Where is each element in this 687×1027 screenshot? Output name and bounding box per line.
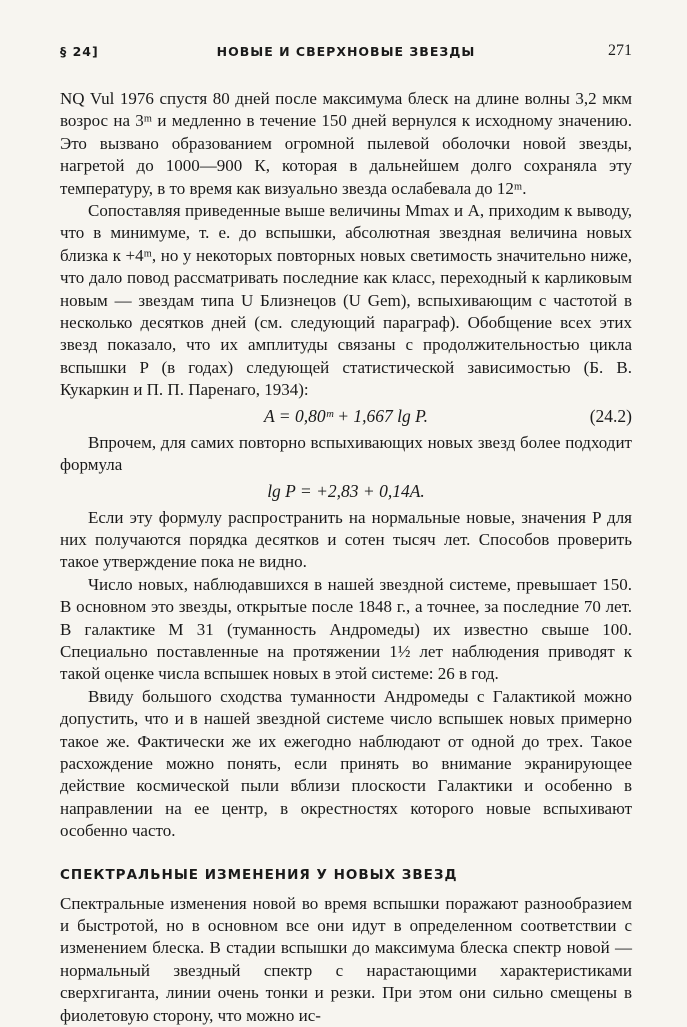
paragraph-7: Спектральные изменения новой во время вспышки поражают разнообразием и быстротой, но в основном все они идут в определенном соответствии с изменением блеска. В стадии вспышки до максимума блеска спектр новой — нормальный звездный спектр с нарастающими характеристиками сверхгиганта, линии очень тонки и резки. При этом они сильно смещены в фиолетовую сторону, что можно ис- <box>60 893 632 1025</box>
paragraph-1: NQ Vul 1976 спустя 80 дней после максимума блеск на длине волны 3,2 мкм возрос на 3ᵐ и медленно в течение 150 дней вернулся к исходному значению. Это вызвано образованием огромной пылевой оболочки новой звезды, нагретой до 1000—900 К, которая в дальнейшем долго сохраняла эту температуру, в то время как визуально звезда ослабевала до 12ᵐ. <box>60 89 632 198</box>
paragraph-2: Сопоставляя приведенные выше величины Mmax и A, приходим к выводу, что в минимуме, т. е. до вспышки, абсолютная звездная величина новых близка к +4ᵐ, но у некоторых повторных новых светимость значительно ниже, что дало повод рассматривать последние как класс, переходный к карликовым новым — звездам типа U Близнецов (U Gem), вспыхивающим с частотой в несколько десятков дней (см. следующий параграф). Обобщение всех этих звезд показало, что их амплитуды связаны с продолжительностью цикла вспышки P (в годах) следующей статистической зависимостью (Б. В. Кукаркин и П. П. Паренаго, 1934): <box>60 201 632 400</box>
section-marker: § 24] <box>60 44 99 59</box>
page-number: 271 <box>608 42 632 59</box>
formula-lgp <box>60 477 632 507</box>
section-heading: СПЕКТРАЛЬНЫЕ ИЗМЕНЕНИЯ У НОВЫХ ЗВЕЗД <box>60 866 458 883</box>
paragraph-5: Число новых, наблюдавшихся в нашей звездной системе, превышает 150. В основном это звезды, открытые после 1848 г., а точнее, за последние 70 лет. В галактике М 31 (туманность Андромеды) их известно свыше 100. Специально поставленные на протяжении 1½ лет наблюдения приводят к такой оценке числа вспышек новых в этой системе: 26 в год. <box>60 574 632 684</box>
page-body <box>60 88 632 1027</box>
formula-expression: lg P = +2,83 + 0,14A. <box>267 480 425 501</box>
equation-number: (24.2) <box>589 405 632 426</box>
formula-expression: A = 0,80ᵐ + 1,667 lg P. <box>264 405 428 426</box>
paragraph-6: Ввиду большого сходства туманности Андромеды с Галактикой можно допустить, что и в нашей звездной системе число вспышек новых примерно такое же. Фактически же их ежегодно наблюдают от одной до трех. Такое расхождение можно понять, если принять во внимание экранирующее действие космической пыли вблизи плоскости Галактики и особенно в направлении на ее центр, в окрестностях которого новые вспыхивают особенно часто. <box>60 686 632 841</box>
chapter-title: НОВЫЕ И СВЕРХНОВЫЕ ЗВЕЗДЫ <box>216 44 476 59</box>
formula-24-2 <box>60 402 632 432</box>
running-header <box>60 44 632 64</box>
paragraph-4: Если эту формулу распространить на нормальные новые, значения P для них получаются порядка десятков и сотен тысяч лет. Способов проверить такое утверждение пока не видно. <box>60 507 632 572</box>
paragraph-3: Впрочем, для самих повторно вспыхивающих новых звезд более подходит формула <box>60 432 632 475</box>
